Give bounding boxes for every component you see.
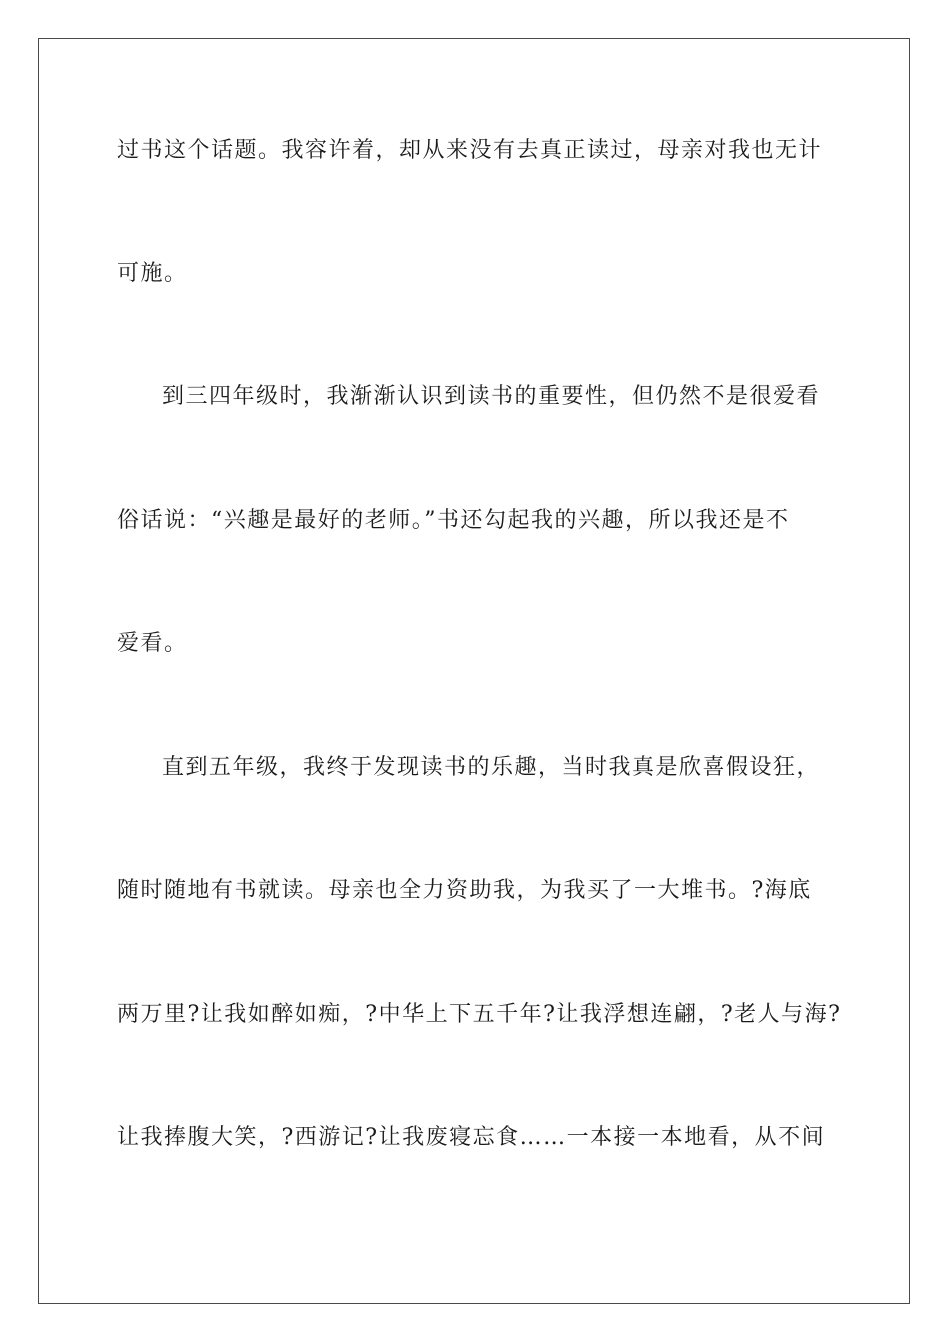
text-line-1: 过书这个话题。我容许着，却从来没有去真正读过，母亲对我也无计 <box>117 138 823 163</box>
text-line-3: 到三四年级时，我渐渐认识到读书的重要性，但仍然不是很爱看 <box>162 384 821 409</box>
text-line-6: 直到五年级，我终于发现读书的乐趣，当时我真是欣喜假设狂， <box>162 755 821 780</box>
text-line-5: 爱看。 <box>117 631 188 656</box>
text-line-8: 两万里?让我如醉如痴，?中华上下五千年?让我浮想连翩，?老人与海? <box>117 1002 842 1027</box>
text-line-4: 俗话说：“兴趣是最好的老师。”书还勾起我的兴趣，所以我还是不 <box>117 508 790 533</box>
text-line-7: 随时随地有书就读。母亲也全力资助我，为我买了一大堆书。?海底 <box>117 878 812 903</box>
text-line-9: 让我捧腹大笑，?西游记?让我废寝忘食……一本接一本地看，从不间 <box>117 1125 826 1150</box>
page-border <box>38 38 910 1304</box>
text-line-2: 可施。 <box>117 261 188 286</box>
